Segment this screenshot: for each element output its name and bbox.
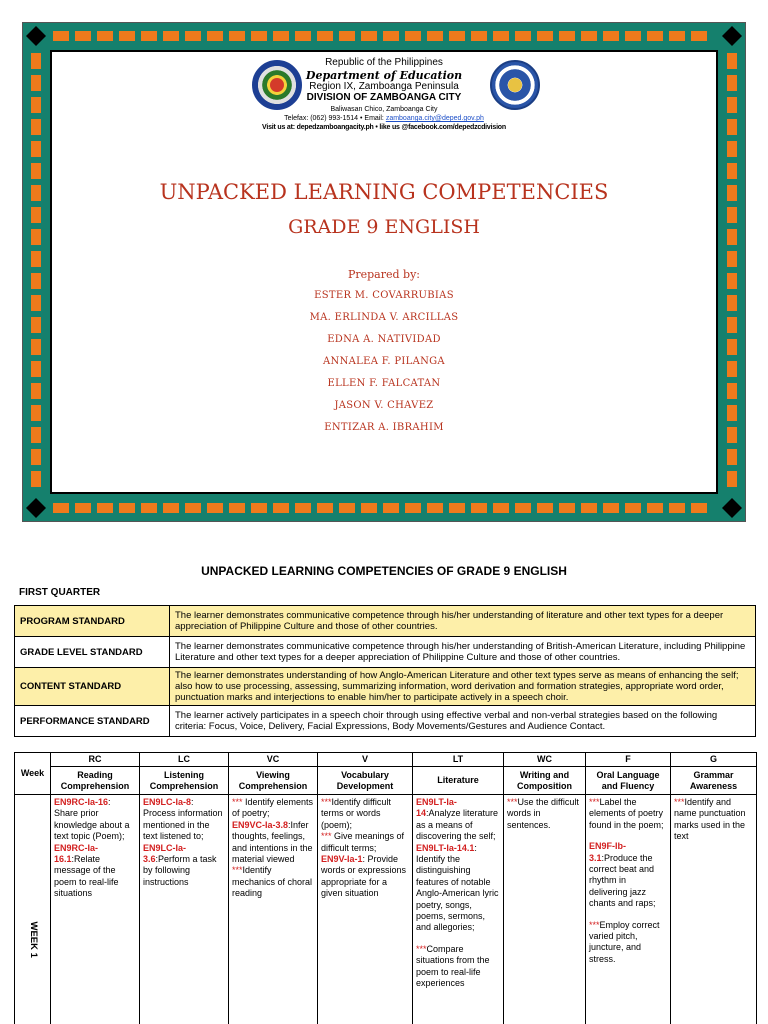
- competency-item: [232, 820, 314, 866]
- border-tile: [383, 503, 399, 513]
- border-tile: [207, 31, 223, 41]
- column-code: RC: [51, 753, 140, 767]
- competency-cell: [504, 795, 586, 1024]
- border-tile: [75, 31, 91, 41]
- border-tile: [185, 31, 201, 41]
- competency-text: Identify elements of poetry;: [232, 797, 314, 819]
- preparer-name: EDNA A. NATIVIDAD: [327, 334, 441, 345]
- border-tile: [31, 53, 41, 69]
- competency-code: EN9RC-Ia-16: [54, 797, 109, 807]
- column-code: VC: [229, 753, 318, 767]
- border-tile: [647, 503, 663, 513]
- header-address: Baliwasan Chico, Zamboanga City: [330, 106, 438, 113]
- border-tile: [141, 31, 157, 41]
- competency-cell: [586, 795, 671, 1024]
- border-tile: [251, 31, 267, 41]
- border-tile: [251, 503, 267, 513]
- border-tile: [31, 207, 41, 223]
- standard-label: PROGRAM STANDARD: [15, 606, 170, 637]
- competency-marker: ***: [589, 919, 600, 930]
- border-tile: [471, 31, 487, 41]
- border-tile: [339, 503, 355, 513]
- preparer-name: MA. ERLINDA V. ARCILLAS: [309, 312, 459, 323]
- border-tile: [273, 503, 289, 513]
- border-tile: [383, 31, 399, 41]
- border-tile: [727, 471, 737, 487]
- border-tile: [581, 503, 597, 513]
- border-tile: [449, 503, 465, 513]
- column-name: Vocabulary Development: [318, 767, 413, 795]
- competency-marker: ***: [232, 797, 243, 807]
- standard-text: The learner actively participates in a speech choir through using effective verbal and non-verbal strategies based on the following criteria: Focus, Voice, Delivery, Facial Expressions, Body Movements/Gestures and Audience Contact.: [170, 706, 756, 737]
- competency-code: EN9RC-Ia-16.1: [54, 842, 99, 865]
- column-code: LT: [413, 753, 504, 767]
- border-tile: [603, 31, 619, 41]
- competency-marker: ***: [589, 797, 600, 807]
- border-tile: [727, 97, 737, 113]
- competency-text: :Relate message of the poem to real-life situations: [54, 854, 119, 899]
- border-tile: [229, 31, 245, 41]
- border-tile: [31, 141, 41, 157]
- cover-inner-panel: [50, 50, 718, 494]
- border-tile: [317, 503, 333, 513]
- preparer-name: ELLEN F. FALCATAN: [327, 378, 441, 389]
- border-tile: [727, 295, 737, 311]
- header-contact: [52, 115, 716, 122]
- standard-label: GRADE LEVEL STANDARD: [15, 637, 170, 668]
- standard-label: CONTENT STANDARD: [15, 668, 170, 706]
- border-tile: [727, 229, 737, 245]
- competency-text: : Identify the distinguishing features of notable Anglo-American lyric poetry, songs, poems, sermons, and allegories;: [416, 842, 499, 933]
- standard-text: The learner demonstrates understanding of how Anglo-American Literature and other text types serve as means of enhancing the self; also how to use processing, assessing, summarizing information, word derivation and formation strategies, appropriate word order, punctuation marks and interjections to enable him/her to participate actively in a speech choir.: [170, 668, 756, 706]
- border-tile: [31, 295, 41, 311]
- competency-cell: [318, 795, 413, 1024]
- competency-code: EN9LT-Ia-14.1: [416, 842, 475, 853]
- competency-item: [589, 920, 667, 966]
- border-tile: [727, 119, 737, 135]
- border-tile: [31, 449, 41, 465]
- competency-text: Identify difficult terms or words (poem);: [321, 797, 391, 830]
- competency-marker: ***: [232, 865, 243, 876]
- border-tile: [31, 229, 41, 245]
- standard-row: [15, 706, 756, 737]
- border-tile: [31, 383, 41, 399]
- header-contact-text: Telefax: (062) 993-1514 • Email:: [284, 115, 386, 122]
- competency-item: [321, 797, 409, 831]
- competency-cell: [51, 795, 140, 1024]
- border-tile: [119, 503, 135, 513]
- border-tile: [727, 339, 737, 355]
- column-name: Reading Comprehension: [51, 767, 140, 795]
- border-tile: [185, 503, 201, 513]
- standard-row: [15, 637, 756, 668]
- border-tile: [691, 503, 707, 513]
- column-name: Oral Language and Fluency: [586, 767, 671, 795]
- competency-code: EN9F-Ib-3.1: [589, 841, 626, 863]
- competency-code: EN9V-Ia-1: [321, 854, 363, 865]
- preparer-name: JASON V. CHAVEZ: [334, 400, 434, 411]
- border-tile: [727, 75, 737, 91]
- document-title: UNPACKED LEARNING COMPETENCIES OF GRADE 9 ENGLISH: [201, 564, 567, 578]
- competency-text: :Produce the correct beat and rhythm in delivering jazz chants and raps;: [589, 852, 656, 909]
- week-column-header: Week: [15, 753, 51, 795]
- preparer-name: ANNALEA F. PILANGA: [323, 356, 445, 367]
- column-code: G: [671, 753, 757, 767]
- column-code: F: [586, 753, 671, 767]
- standard-label: PERFORMANCE STANDARD: [15, 706, 170, 737]
- competency-text: :Perform a task by following instructions: [143, 854, 217, 887]
- competency-item: [416, 944, 500, 990]
- border-tile: [339, 31, 355, 41]
- border-tile: [31, 119, 41, 135]
- cover-title: UNPACKED LEARNING COMPETENCIES: [159, 180, 609, 204]
- competency-cell: [413, 795, 504, 1024]
- border-tile: [427, 503, 443, 513]
- prepared-by-label: Prepared by:: [347, 268, 421, 281]
- header-republic: Republic of the Philippines: [325, 57, 443, 68]
- competency-cell: [671, 795, 757, 1024]
- competency-code: EN9VC-Ia-3.8: [232, 819, 289, 830]
- border-tile: [31, 339, 41, 355]
- week-row: [15, 795, 757, 1024]
- column-code: WC: [504, 753, 586, 767]
- competency-item: [321, 831, 409, 854]
- border-tile: [75, 503, 91, 513]
- border-tile: [53, 503, 69, 513]
- column-name: Listening Comprehension: [140, 767, 229, 795]
- competency-item: [416, 843, 500, 934]
- competency-text: Identify mechanics of choral reading: [232, 865, 313, 899]
- competency-code: EN9LT-Ia-14: [416, 797, 457, 819]
- border-tile: [727, 427, 737, 443]
- border-tile: [31, 163, 41, 179]
- border-tile: [141, 503, 157, 513]
- competency-item: [416, 797, 500, 843]
- border-tile: [727, 163, 737, 179]
- border-tile: [727, 207, 737, 223]
- competency-text: Compare situations from the poem to real-life experiences: [416, 943, 490, 989]
- competency-item: [589, 841, 667, 909]
- border-tile: [427, 31, 443, 41]
- border-tile: [727, 53, 737, 69]
- border-tile: [493, 31, 509, 41]
- border-tile: [31, 251, 41, 267]
- competency-text: Give meanings of difficult terms;: [321, 831, 405, 853]
- column-code: LC: [140, 753, 229, 767]
- competency-marker: ***: [507, 797, 518, 807]
- preparer-list: [52, 290, 716, 444]
- standard-text: The learner demonstrates communicative competence through his/her understanding of literature and other text types for a deeper appreciation of Philippine Culture and those of other countries.: [170, 606, 756, 637]
- competencies-table: [14, 752, 757, 1024]
- border-tile: [581, 31, 597, 41]
- competency-text: : Share prior knowledge about a text topic (Poem);: [54, 797, 130, 842]
- border-tile: [163, 503, 179, 513]
- competency-cell: [140, 795, 229, 1024]
- competency-text: : Process information mentioned in the text listened to;: [143, 797, 223, 842]
- border-tile: [727, 449, 737, 465]
- competency-marker: ***: [321, 831, 332, 842]
- column-name: Writing and Composition: [504, 767, 586, 795]
- border-tile: [727, 361, 737, 377]
- border-tile: [727, 405, 737, 421]
- border-tile: [207, 503, 223, 513]
- competency-code: EN9LC-Ia-3.6: [143, 842, 187, 865]
- border-tile: [471, 503, 487, 513]
- border-tile: [405, 31, 421, 41]
- competency-item: [232, 865, 314, 899]
- competency-item: [674, 797, 753, 843]
- border-tile: [727, 317, 737, 333]
- competency-code: EN9LC-Ia-8: [143, 797, 192, 807]
- border-tile: [53, 31, 69, 41]
- border-tile: [625, 31, 641, 41]
- border-tile: [317, 31, 333, 41]
- border-tile: [31, 97, 41, 113]
- column-name: Literature: [413, 767, 504, 795]
- column-name-row: [15, 767, 757, 795]
- column-code-row: [15, 753, 757, 767]
- cover-page: [22, 22, 746, 522]
- competency-item: [143, 843, 225, 889]
- border-tile: [515, 503, 531, 513]
- competency-text: Identify and name punctuation marks used in the text: [674, 797, 746, 842]
- border-tile: [559, 503, 575, 513]
- competency-text: :Infer thoughts, feelings, and intentions in the material viewed: [232, 819, 313, 865]
- standard-row: [15, 606, 756, 637]
- border-tile: [31, 471, 41, 487]
- border-tile: [97, 31, 113, 41]
- competency-marker: ***: [416, 943, 427, 954]
- border-tile: [229, 503, 245, 513]
- competency-item: [507, 797, 582, 831]
- competency-marker: ***: [321, 797, 332, 807]
- header-region: Region IX, Zamboanga Peninsula: [309, 81, 459, 92]
- border-tile: [515, 31, 531, 41]
- competency-item: [232, 797, 314, 820]
- competency-cell: [229, 795, 318, 1024]
- standard-text: The learner demonstrates communicative competence through his/her understanding of British-American Literature, including Philippine Literature and other text types for a deeper appreciation of Philippine Culture and those of other countries.: [170, 637, 756, 668]
- standard-row: [15, 668, 756, 706]
- border-tile: [727, 185, 737, 201]
- border-tile: [163, 31, 179, 41]
- border-tile: [691, 31, 707, 41]
- column-code: V: [318, 753, 413, 767]
- border-tile: [31, 427, 41, 443]
- column-name: Grammar Awareness: [671, 767, 757, 795]
- border-tile: [295, 31, 311, 41]
- border-tile: [31, 273, 41, 289]
- week-label: WEEK 1: [27, 921, 39, 958]
- border-tile: [727, 383, 737, 399]
- border-tile: [31, 317, 41, 333]
- competency-text: Label the elements of poetry found in the poem;: [589, 797, 664, 830]
- border-tile: [405, 503, 421, 513]
- border-tile: [727, 141, 737, 157]
- border-tile: [625, 503, 641, 513]
- competency-item: [54, 843, 136, 900]
- column-name: Viewing Comprehension: [229, 767, 318, 795]
- standards-table: [14, 605, 756, 737]
- header-division: DIVISION OF ZAMBOANGA CITY: [306, 92, 462, 103]
- border-tile: [559, 31, 575, 41]
- competency-marker: ***: [674, 797, 685, 807]
- cover-subtitle: GRADE 9 ENGLISH: [288, 216, 480, 238]
- competency-text: : Provide words or expressions appropriate for a given situation: [321, 854, 407, 899]
- week-cell: [15, 795, 51, 1024]
- border-tile: [273, 31, 289, 41]
- border-tile: [647, 31, 663, 41]
- border-tile: [603, 503, 619, 513]
- preparer-name: ESTER M. COVARRUBIAS: [314, 290, 454, 301]
- border-tile: [727, 251, 737, 267]
- border-tile: [295, 503, 311, 513]
- border-tile: [31, 75, 41, 91]
- competency-item: [589, 797, 667, 831]
- border-tile: [361, 503, 377, 513]
- competency-item: [321, 854, 409, 900]
- border-tile: [493, 503, 509, 513]
- preparer-name: ENTIZAR A. IBRAHIM: [324, 422, 444, 433]
- border-tile: [537, 503, 553, 513]
- border-tile: [97, 503, 113, 513]
- competency-text: Use the difficult words in sentences.: [507, 797, 579, 830]
- border-tile: [449, 31, 465, 41]
- header-visit: Visit us at: depedzamboangacity.ph • like us @facebook.com/depedzcdivision: [262, 124, 506, 131]
- email-link[interactable]: zamboanga.city@deped.gov.ph: [385, 115, 484, 122]
- quarter-label: FIRST QUARTER: [19, 587, 101, 598]
- competency-text: Employ correct varied pitch, juncture, and stress.: [589, 919, 660, 964]
- border-tile: [727, 273, 737, 289]
- border-tile: [31, 361, 41, 377]
- border-tile: [119, 31, 135, 41]
- border-tile: [669, 503, 685, 513]
- border-tile: [537, 31, 553, 41]
- border-tile: [669, 31, 685, 41]
- border-tile: [31, 405, 41, 421]
- competency-item: [54, 797, 136, 843]
- competency-text: :Analyze literature as a means of discovering the self;: [416, 808, 499, 842]
- header-department: Department of Education: [305, 69, 463, 82]
- competency-item: [143, 797, 225, 843]
- border-tile: [361, 31, 377, 41]
- border-tile: [31, 185, 41, 201]
